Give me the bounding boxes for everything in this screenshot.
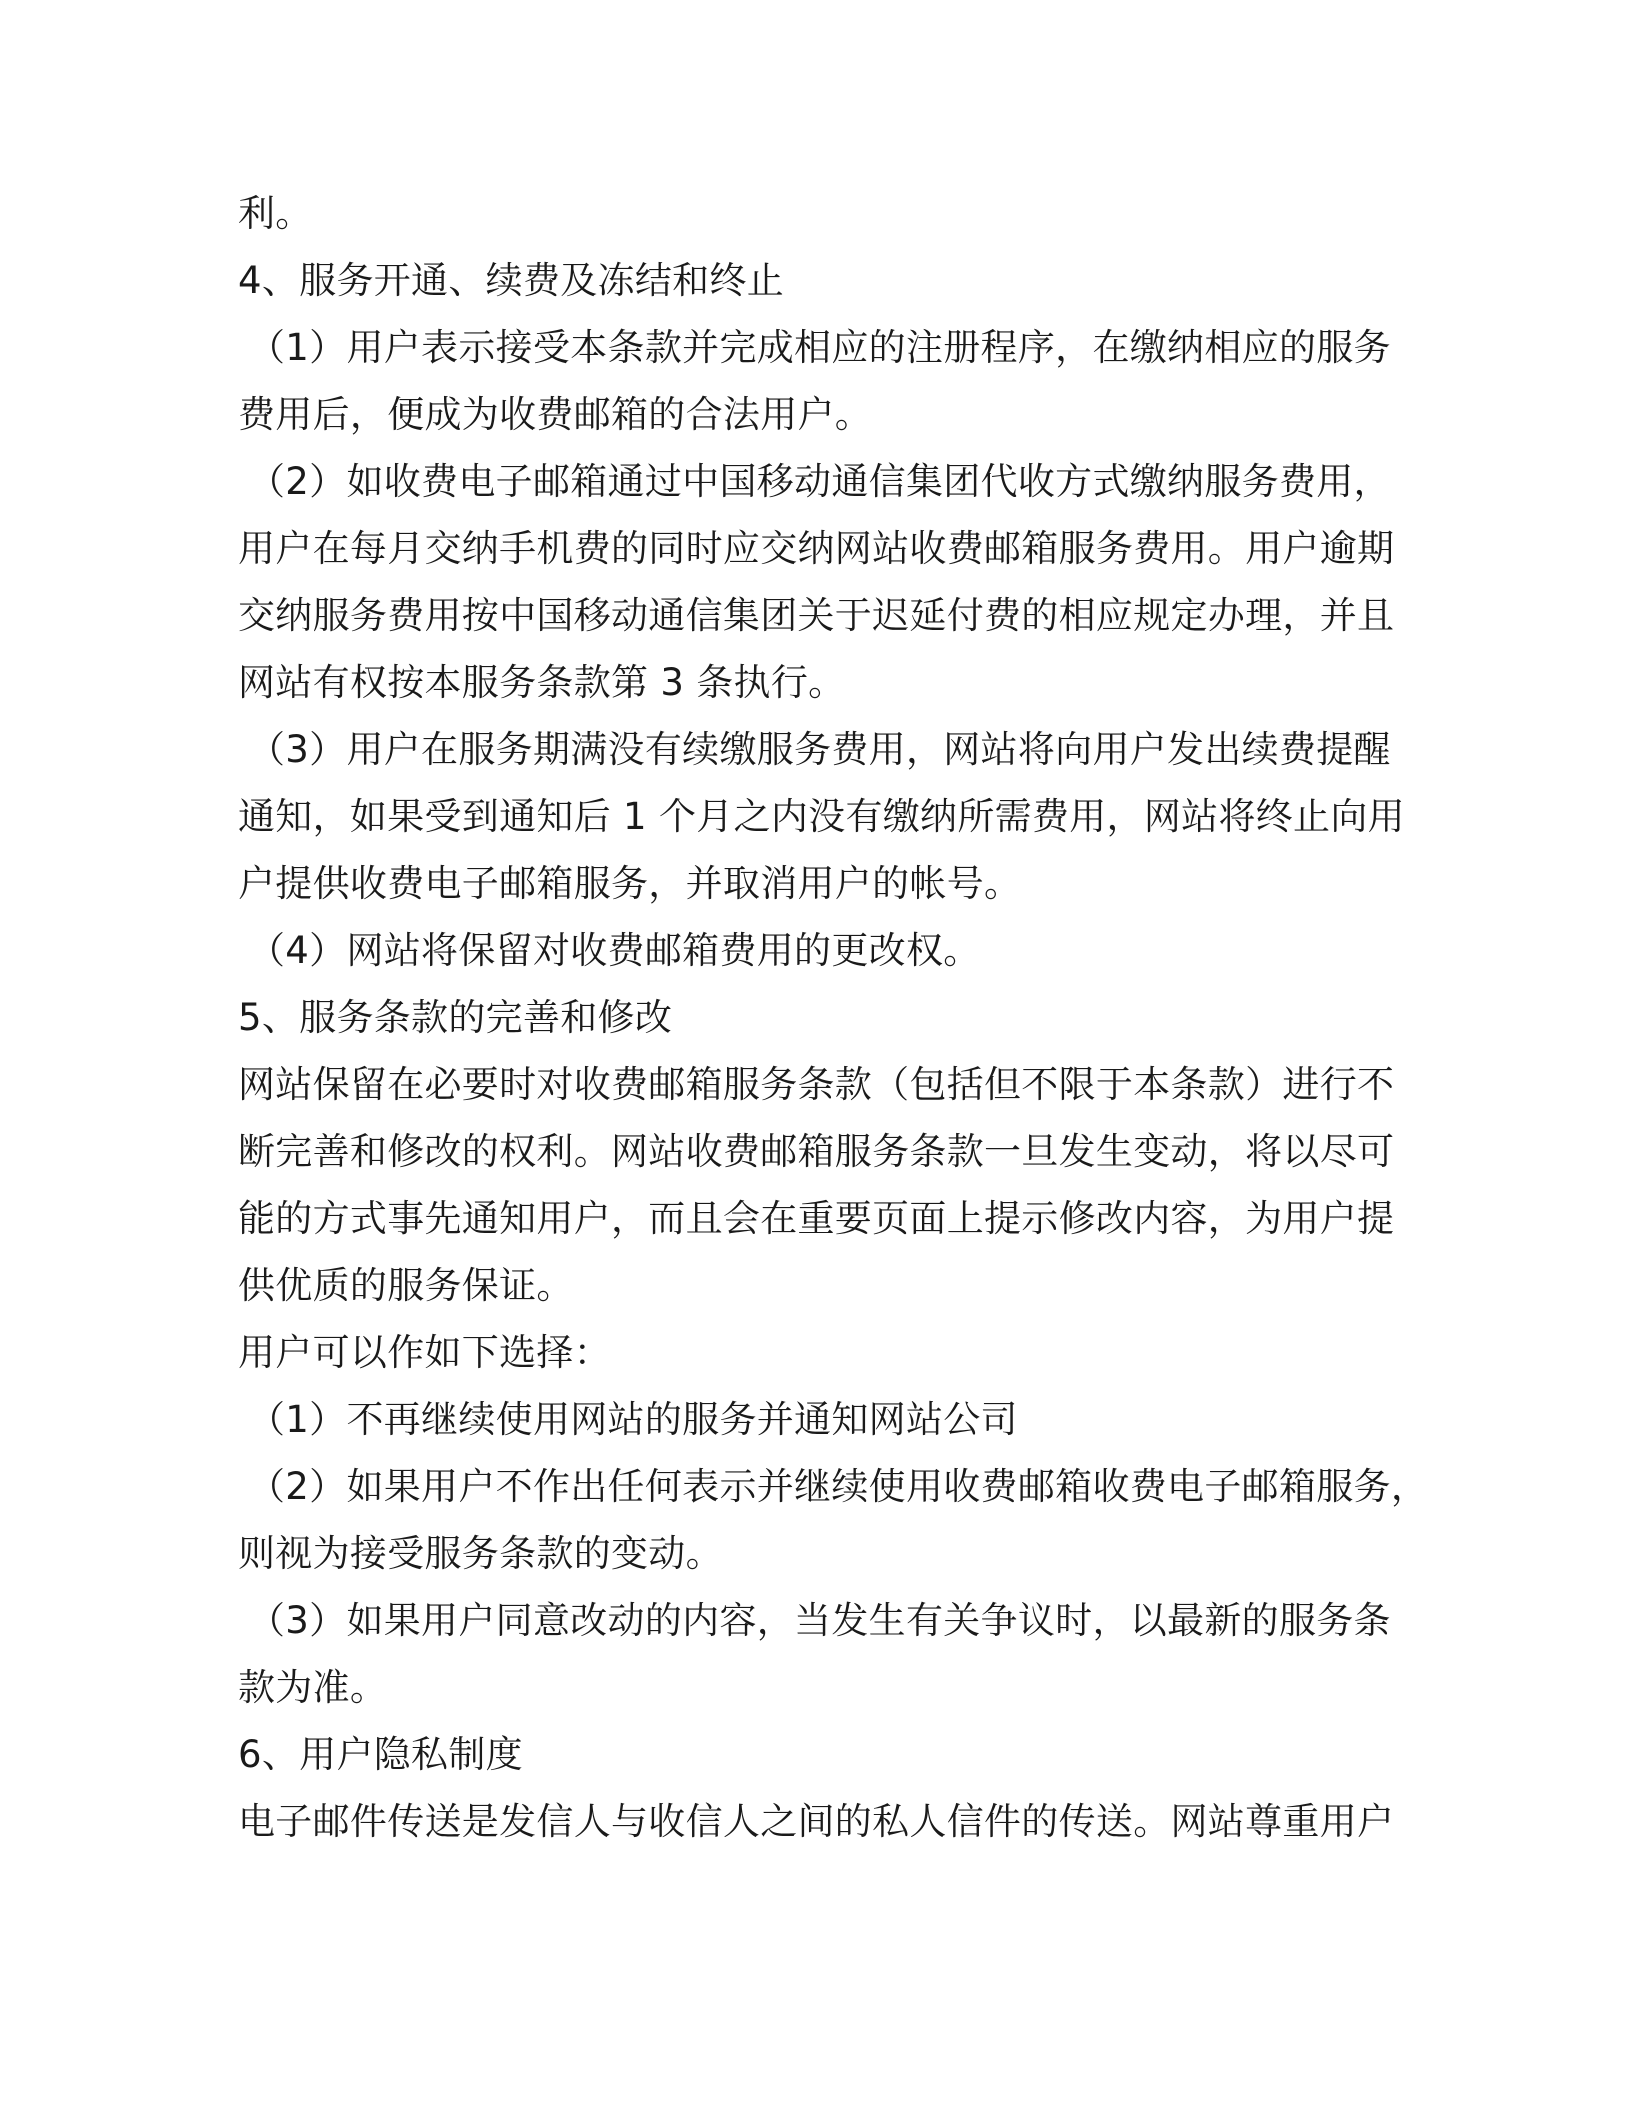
text-line: 供优质的服务保证。 — [238, 1264, 574, 1307]
text-line: （3）如果用户同意改动的内容，当发生有关争议时，以最新的服务条 — [248, 1599, 1391, 1642]
text-line: （2）如果用户不作出任何表示并继续使用收费邮箱收费电子邮箱服务， — [248, 1465, 1429, 1508]
text-line: 电子邮件传送是发信人与收信人之间的私人信件的传送。网站尊重用户 — [238, 1800, 1395, 1843]
text-line: 用户可以作如下选择： — [238, 1331, 611, 1374]
text-line: 用户在每月交纳手机费的同时应交纳网站收费邮箱服务费用。用户逾期 — [238, 527, 1395, 570]
text-line: （1）用户表示接受本条款并完成相应的注册程序，在缴纳相应的服务 — [248, 326, 1391, 369]
text-line: 能的方式事先通知用户，而且会在重要页面上提示修改内容，为用户提 — [238, 1197, 1395, 1240]
text-line: （3）用户在服务期满没有续缴服务费用，网站将向用户发出续费提醒 — [248, 728, 1391, 771]
text-line: 网站保留在必要时对收费邮箱服务条款（包括但不限于本条款）进行不 — [238, 1063, 1395, 1106]
text-line: （4）网站将保留对收费邮箱费用的更改权。 — [248, 929, 981, 972]
text-line: （1）不再继续使用网站的服务并通知网站公司 — [248, 1398, 1018, 1441]
text-line: 则视为接受服务条款的变动。 — [238, 1532, 723, 1575]
section-heading-4: 4、服务开通、续费及冻结和终止 — [238, 259, 785, 302]
text-line: 交纳服务费用按中国移动通信集团关于迟延付费的相应规定办理，并且 — [238, 594, 1395, 637]
document-body — [238, 180, 1429, 1855]
text-line: （2）如收费电子邮箱通过中国移动通信集团代收方式缴纳服务费用， — [248, 460, 1391, 503]
text-line: 款为准。 — [238, 1666, 388, 1709]
text-line: 利。 — [238, 192, 313, 235]
text-line: 断完善和修改的权利。网站收费邮箱服务条款一旦发生变动，将以尽可 — [238, 1130, 1395, 1173]
text-line: 户提供收费电子邮箱服务，并取消用户的帐号。 — [238, 862, 1022, 905]
text-line: 费用后，便成为收费邮箱的合法用户。 — [238, 393, 873, 436]
section-heading-5: 5、服务条款的完善和修改 — [238, 996, 673, 1039]
text-line: 网站有权按本服务条款第 3 条执行。 — [238, 661, 846, 704]
text-line: 通知，如果受到通知后 1 个月之内没有缴纳所需费用，网站将终止向用 — [238, 795, 1405, 838]
section-heading-6: 6、用户隐私制度 — [238, 1733, 523, 1776]
